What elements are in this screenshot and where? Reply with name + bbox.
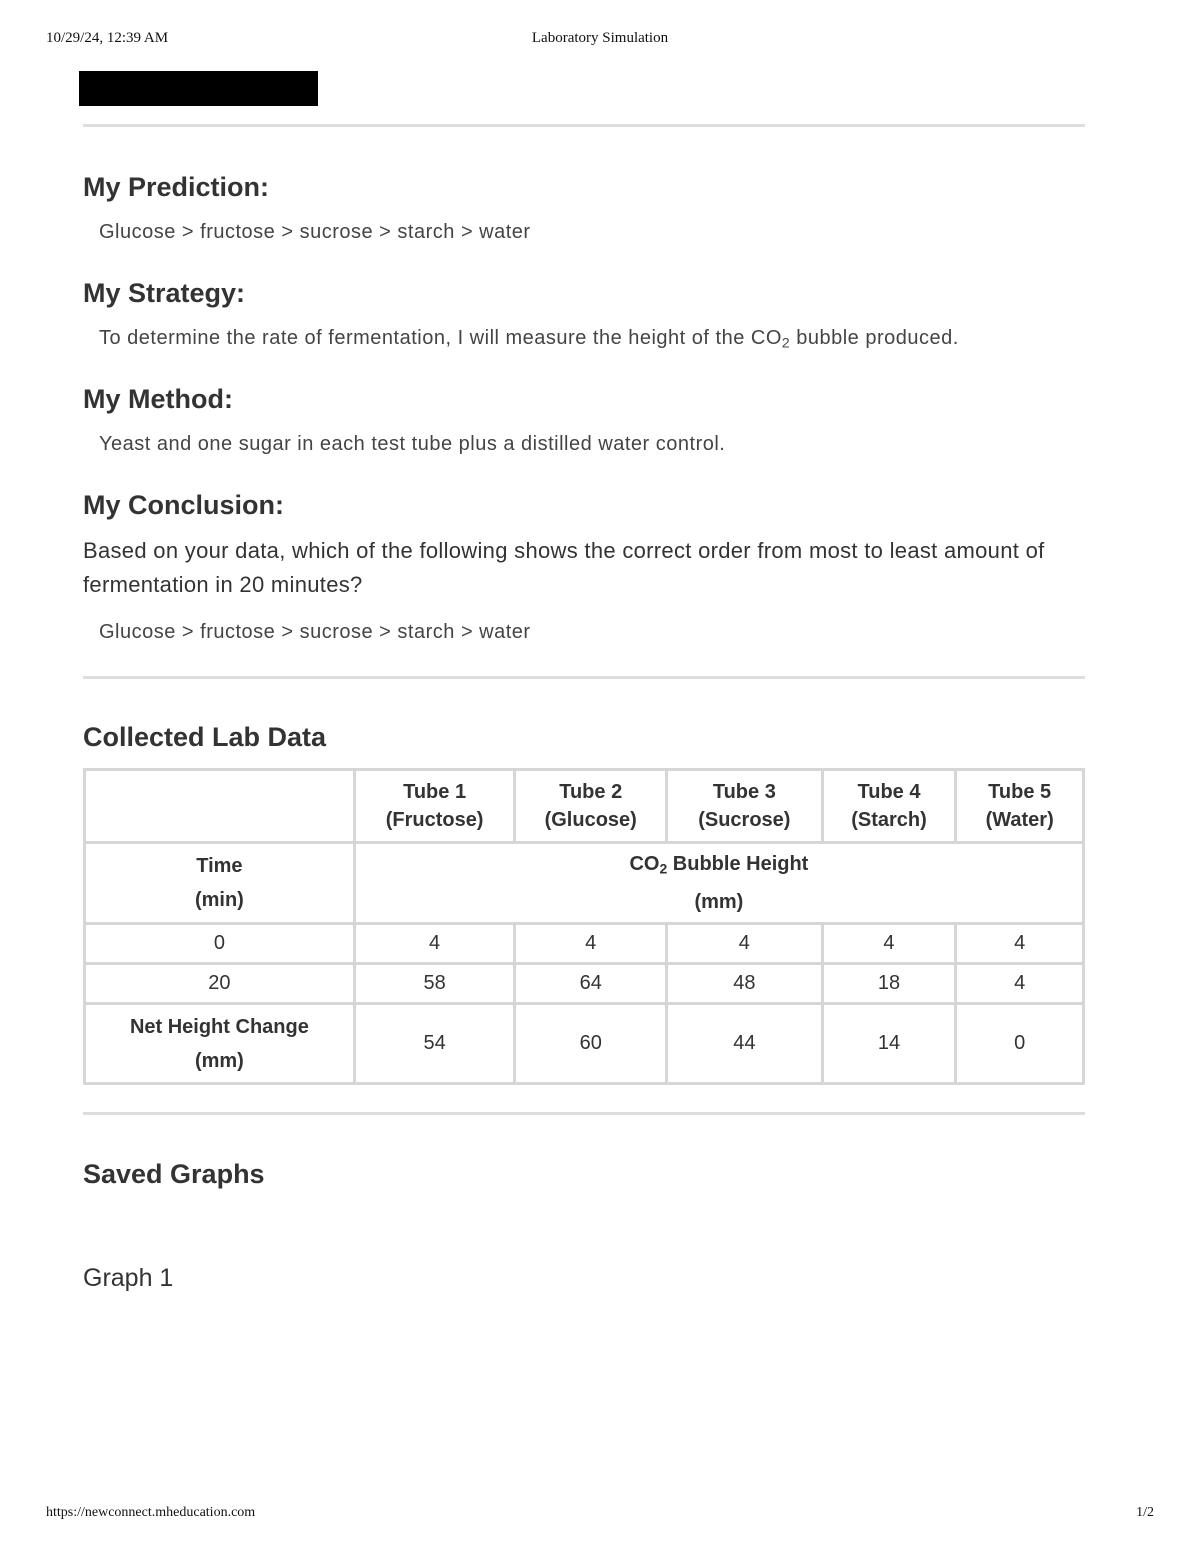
table-cell: 4 [667,924,823,964]
table-cell: 4 [822,924,956,964]
table-cell: 4 [354,924,515,964]
table-corner-cell [85,770,355,843]
table-row [85,964,1084,1004]
time-cell: 20 [85,964,355,1004]
page-number: 1/2 [1136,1505,1154,1520]
table-cell: 58 [354,964,515,1004]
table-cell: 14 [822,1004,956,1084]
table-cell: 4 [956,924,1084,964]
table-cell: 44 [667,1004,823,1084]
redacted-block [79,71,318,106]
column-header: Tube 5 (Water) [956,770,1084,843]
table-row [85,924,1084,964]
table-cell: 60 [515,1004,667,1084]
table-cell: 18 [822,964,956,1004]
column-header: Tube 2 (Glucose) [515,770,667,843]
time-cell: 0 [85,924,355,964]
net-change-row [85,1004,1084,1084]
table-cell: 48 [667,964,823,1004]
graph-label: Graph 1 [83,1264,174,1292]
print-title: Laboratory Simulation [531,30,669,46]
column-header: Tube 4 (Starch) [822,770,956,843]
method-answer: Yeast and one sugar in each test tube plus a distilled water control. [99,433,726,455]
print-url: https://newconnect.mheducation.com [46,1505,256,1520]
column-header: Tube 3 (Sucrose) [667,770,823,843]
conclusion-heading: My Conclusion: [83,490,284,520]
table-cell: 54 [354,1004,515,1084]
column-header: Tube 1 (Fructose) [354,770,515,843]
prediction-heading: My Prediction: [83,172,270,202]
table-cell: 0 [956,1004,1084,1084]
print-footer [46,1505,1154,1525]
method-heading: My Method: [83,384,233,414]
strategy-answer: To determine the rate of fermentation, I will measure the height of the $CO_2$ bubble produced. [99,327,959,351]
measure-label-cell: $CO_2$ Bubble Height (mm) [354,843,1083,924]
table-cell: 64 [515,964,667,1004]
table-cell: 4 [515,924,667,964]
table-header-row [85,770,1084,843]
print-date: 10/29/24, 12:39 AM [46,30,169,46]
table-units-row [85,843,1084,924]
conclusion-answer: Glucose > fructose > sucrose > starch > water [99,621,531,643]
table-cell: 4 [956,964,1084,1004]
conclusion-question: Based on your data, which of the following shows the correct order from most to least amount of fermentation in 20 minutes? [83,538,1045,597]
prediction-answer: Glucose > fructose > sucrose > starch > water [99,221,531,243]
lab-data-table [83,768,1085,1085]
saved-graphs-heading: Saved Graphs [83,1159,265,1189]
lab-data-heading: Collected Lab Data [83,722,327,752]
time-label-cell: Time (min) [85,843,355,924]
divider [83,124,1085,127]
divider [83,676,1085,679]
strategy-heading: My Strategy: [83,278,246,308]
print-header [46,30,1154,50]
divider [83,1112,1085,1115]
net-change-label: Net Height Change (mm) [85,1004,355,1084]
